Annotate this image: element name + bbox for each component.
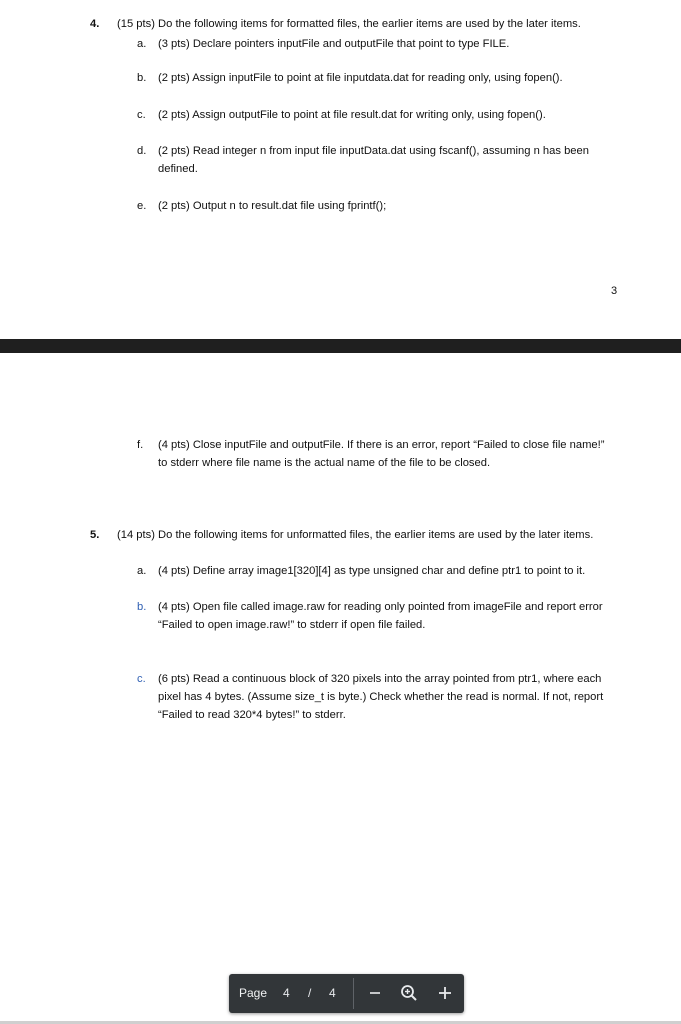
q5b-letter: b.	[137, 601, 147, 613]
q4f-text: (4 pts) Close inputFile and outputFile. If there is an error, report “Failed to close file name!” to stderr where file name is the actual name of the file to be closed.	[158, 439, 605, 469]
q5b-text: (4 pts) Open file called image.raw for reading only pointed from imageFile and report error “Failed to open image.raw!” to stderr if open file failed.	[158, 601, 603, 631]
zoom-out-button[interactable]	[362, 980, 388, 1006]
q5-header: (14 pts) Do the following items for unformatted files, the earlier items are used by the later items.	[117, 529, 594, 541]
toolbar-divider	[353, 978, 354, 1009]
pdf-toolbar	[229, 974, 464, 1013]
total-pages: 4	[329, 986, 336, 1000]
q4d-letter: d.	[137, 145, 147, 157]
q4e-letter: e.	[137, 200, 147, 212]
q4c-letter: c.	[137, 109, 146, 121]
q5c-letter: c.	[137, 673, 146, 685]
magnify-icon	[396, 980, 422, 1006]
q4b-letter: b.	[137, 72, 147, 84]
q5a-text: (4 pts) Define array image1[320][4] as type unsigned char and define ptr1 to point to it.	[158, 565, 586, 577]
q4-header: (15 pts) Do the following items for formatted files, the earlier items are used by the later items.	[117, 18, 581, 30]
q4-number: 4.	[90, 18, 100, 30]
q4c-text: (2 pts) Assign outputFile to point at file result.dat for writing only, using fopen().	[158, 109, 546, 121]
q4a-text: (3 pts) Declare pointers inputFile and outputFile that point to type FILE.	[158, 38, 510, 50]
q4f-letter: f.	[137, 439, 144, 451]
q5-number: 5.	[90, 529, 100, 541]
current-page-input[interactable]: 4	[283, 986, 290, 1000]
page-separator	[0, 339, 681, 353]
pdf-page-3	[0, 0, 681, 339]
minus-icon	[362, 980, 388, 1006]
q5c-text: (6 pts) Read a continuous block of 320 pixels into the array pointed from ptr1, where each pixel has 4 bytes. (Assume size_t is byte.) Check whether the read is normal. If not, report “Failed to read 320*4 bytes!” to stderr.	[158, 673, 604, 721]
zoom-in-button[interactable]	[432, 980, 458, 1006]
q5a-letter: a.	[137, 565, 147, 577]
page-label: Page	[239, 986, 268, 1000]
q4a-letter: a.	[137, 38, 147, 50]
zoom-fit-button[interactable]	[396, 980, 422, 1006]
page-separator-slash: /	[308, 986, 312, 1000]
plus-icon	[432, 980, 458, 1006]
q4b-text: (2 pts) Assign inputFile to point at file inputdata.dat for reading only, using fopen().	[158, 72, 563, 84]
page-number: 3	[611, 285, 618, 297]
q4e-text: (2 pts) Output n to result.dat file using fprintf();	[158, 200, 387, 212]
q4d-text: (2 pts) Read integer n from input file inputData.dat using fscanf(), assuming n has been defined.	[158, 145, 589, 175]
